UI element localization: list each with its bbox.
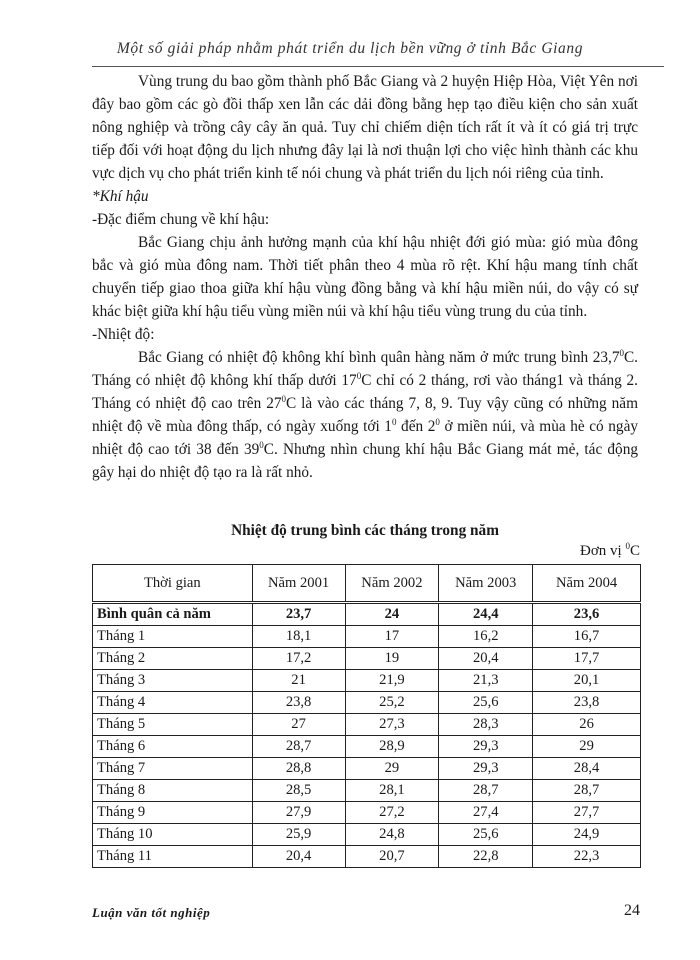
table-row xyxy=(93,714,641,736)
cell-value: 28,3 xyxy=(439,714,533,736)
degree-sup: 0 xyxy=(391,416,397,427)
table-row xyxy=(93,692,641,714)
cell-value: 20,7 xyxy=(345,846,439,868)
cell-value: 20,4 xyxy=(439,648,533,670)
paragraph-midland: Vùng trung du bao gồm thành phố Bắc Giang và 2 huyện Hiệp Hòa, Việt Yên nơi đây bao gồm các gò đồi thấp xen lẫn các dải đồng bằng hẹp tạo điều kiện cho sản xuất nông nghiệp và trồng cây cây ăn quả. Tuy chỉ chiếm diện tích rất ít và ít có giá trị trực tiếp đối với hoạt động du lịch nhưng đây lại là nơi thuận lợi cho việc hình thành các khu vực dịch vụ cho phát triển kinh tế nói chung và phát triển du lịch nói riêng của tỉnh. xyxy=(92,73,638,182)
table-row xyxy=(93,846,641,868)
cell-value: 22,3 xyxy=(533,846,641,868)
cell-value: 25,6 xyxy=(439,824,533,846)
temp-text-5: đến 2 xyxy=(396,418,436,435)
row-label: Tháng 9 xyxy=(93,802,253,824)
cell-value: 25,2 xyxy=(345,692,439,714)
row-label: Tháng 2 xyxy=(93,648,253,670)
paragraph-climate: Bắc Giang chịu ảnh hưởng mạnh của khí hậu nhiệt đới gió mùa: gió mùa đông bắc và gió mùa đông nam. Thời tiết phân theo 4 mùa rõ rệt. Khí hậu mang tính chất chuyển tiếp giao thoa giữa khí hậu vùng đồng bằng và khí hậu miền núi, do vậy có sự khác biệt giữa khí hậu tiểu vùng miền núi và khí hậu tiểu vùng trung du của tỉnh. xyxy=(92,234,638,320)
row-label: Bình quân cả năm xyxy=(93,603,253,626)
heading-temperature: -Nhiệt độ: xyxy=(92,326,155,343)
degree-sup: 0 xyxy=(619,347,624,358)
col-header-2004: Năm 2004 xyxy=(533,565,641,603)
temp-text-2: C. Tháng có nhiệt độ không khí thấp dưới 17 xyxy=(92,349,638,389)
paragraph-temperature xyxy=(92,346,638,484)
cell-value: 28,1 xyxy=(345,780,439,802)
table-unit xyxy=(580,543,640,560)
temp-text-1: Bắc Giang có nhiệt độ không khí bình quân hàng năm ở mức trung bình 23,7 xyxy=(138,349,620,366)
cell-value: 28,7 xyxy=(252,736,345,758)
table-header-row xyxy=(93,565,641,603)
temp-text-7: C. Nhưng nhìn chung khí hậu Bắc Giang mát mẻ, tác động gây hại do nhiệt độ tạo ra là rất nhỏ. xyxy=(92,441,638,481)
col-header-2002: Năm 2002 xyxy=(345,565,439,603)
cell-value: 21 xyxy=(252,670,345,692)
temperature-table xyxy=(92,564,641,868)
cell-value: 28,5 xyxy=(252,780,345,802)
row-label: Tháng 10 xyxy=(93,824,253,846)
row-label: Tháng 4 xyxy=(93,692,253,714)
cell-value: 28,7 xyxy=(439,780,533,802)
cell-value: 23,7 xyxy=(252,603,345,626)
cell-value: 20,4 xyxy=(252,846,345,868)
cell-value: 17 xyxy=(345,626,439,648)
row-label: Tháng 8 xyxy=(93,780,253,802)
row-label: Tháng 5 xyxy=(93,714,253,736)
running-header: Một số giải pháp nhằm phát triển du lịch bền vững ở tỉnh Bắc Giang xyxy=(116,40,584,57)
footer-thesis-label: Luận văn tốt nghiệp xyxy=(92,905,211,920)
cell-value: 29,3 xyxy=(439,736,533,758)
cell-value: 29 xyxy=(533,736,641,758)
unit-c: C xyxy=(629,543,640,559)
cell-value: 27 xyxy=(252,714,345,736)
row-label: Tháng 6 xyxy=(93,736,253,758)
cell-value: 16,7 xyxy=(533,626,641,648)
temp-text-6: ở miền núi, và mùa hè có ngày nhiệt độ cao tới 38 đến 39 xyxy=(92,418,639,458)
cell-value: 23,8 xyxy=(252,692,345,714)
temp-text-3: C chỉ có 2 tháng, rơi vào tháng1 và tháng 2. Tháng có nhiệt độ cao trên 27 xyxy=(92,372,638,412)
cell-value: 17,2 xyxy=(252,648,345,670)
cell-value: 26 xyxy=(533,714,641,736)
header-rule xyxy=(92,66,664,67)
row-label: Tháng 3 xyxy=(93,670,253,692)
cell-value: 23,8 xyxy=(533,692,641,714)
cell-value: 25,6 xyxy=(439,692,533,714)
cell-value: 29 xyxy=(345,758,439,780)
cell-value: 16,2 xyxy=(439,626,533,648)
cell-value: 28,7 xyxy=(533,780,641,802)
cell-value: 21,9 xyxy=(345,670,439,692)
cell-value: 28,8 xyxy=(252,758,345,780)
cell-value: 27,9 xyxy=(252,802,345,824)
cell-value: 20,1 xyxy=(533,670,641,692)
cell-value: 24 xyxy=(345,603,439,626)
table-row xyxy=(93,824,641,846)
cell-value: 27,2 xyxy=(345,802,439,824)
cell-value: 27,4 xyxy=(439,802,533,824)
heading-climate-general: -Đặc điểm chung về khí hậu: xyxy=(92,211,270,228)
table-title: Nhiệt độ trung bình các tháng trong năm xyxy=(231,522,499,539)
row-label: Tháng 7 xyxy=(93,758,253,780)
temp-text-4: C là vào các tháng 7, 8, 9. Tuy vậy cũng có những năm nhiệt độ về mùa đông thấp, có ngày xuống tới 1 xyxy=(92,395,638,435)
row-label: Tháng 1 xyxy=(93,626,253,648)
degree-sup: 0 xyxy=(356,370,362,381)
cell-value: 28,4 xyxy=(533,758,641,780)
cell-value: 22,8 xyxy=(439,846,533,868)
table-row xyxy=(93,758,641,780)
cell-value: 24,4 xyxy=(439,603,533,626)
degree-sup: 0 xyxy=(435,416,440,427)
heading-climate: *Khí hậu xyxy=(92,188,149,205)
cell-value: 24,9 xyxy=(533,824,641,846)
table-row xyxy=(93,736,641,758)
cell-value: 21,3 xyxy=(439,670,533,692)
cell-value: 28,9 xyxy=(345,736,439,758)
cell-value: 17,7 xyxy=(533,648,641,670)
table-row xyxy=(93,626,641,648)
table-row xyxy=(93,670,641,692)
table-row xyxy=(93,802,641,824)
cell-value: 27,3 xyxy=(345,714,439,736)
cell-value: 19 xyxy=(345,648,439,670)
cell-value: 29,3 xyxy=(439,758,533,780)
unit-degree: 0 xyxy=(625,541,630,551)
cell-value: 25,9 xyxy=(252,824,345,846)
cell-value: 23,6 xyxy=(533,603,641,626)
unit-label: Đơn vị xyxy=(580,543,626,559)
table-row xyxy=(93,648,641,670)
row-label: Tháng 11 xyxy=(93,846,253,868)
table-row xyxy=(93,780,641,802)
col-header-2003: Năm 2003 xyxy=(439,565,533,603)
cell-value: 27,7 xyxy=(533,802,641,824)
degree-sup: 0 xyxy=(259,439,264,450)
col-header-2001: Năm 2001 xyxy=(252,565,345,603)
table-row-annual xyxy=(93,603,641,626)
col-header-period: Thời gian xyxy=(93,565,253,603)
page-number: 24 xyxy=(624,902,640,919)
degree-sup: 0 xyxy=(281,393,287,404)
cell-value: 18,1 xyxy=(252,626,345,648)
body-text xyxy=(92,70,638,484)
cell-value: 24,8 xyxy=(345,824,439,846)
